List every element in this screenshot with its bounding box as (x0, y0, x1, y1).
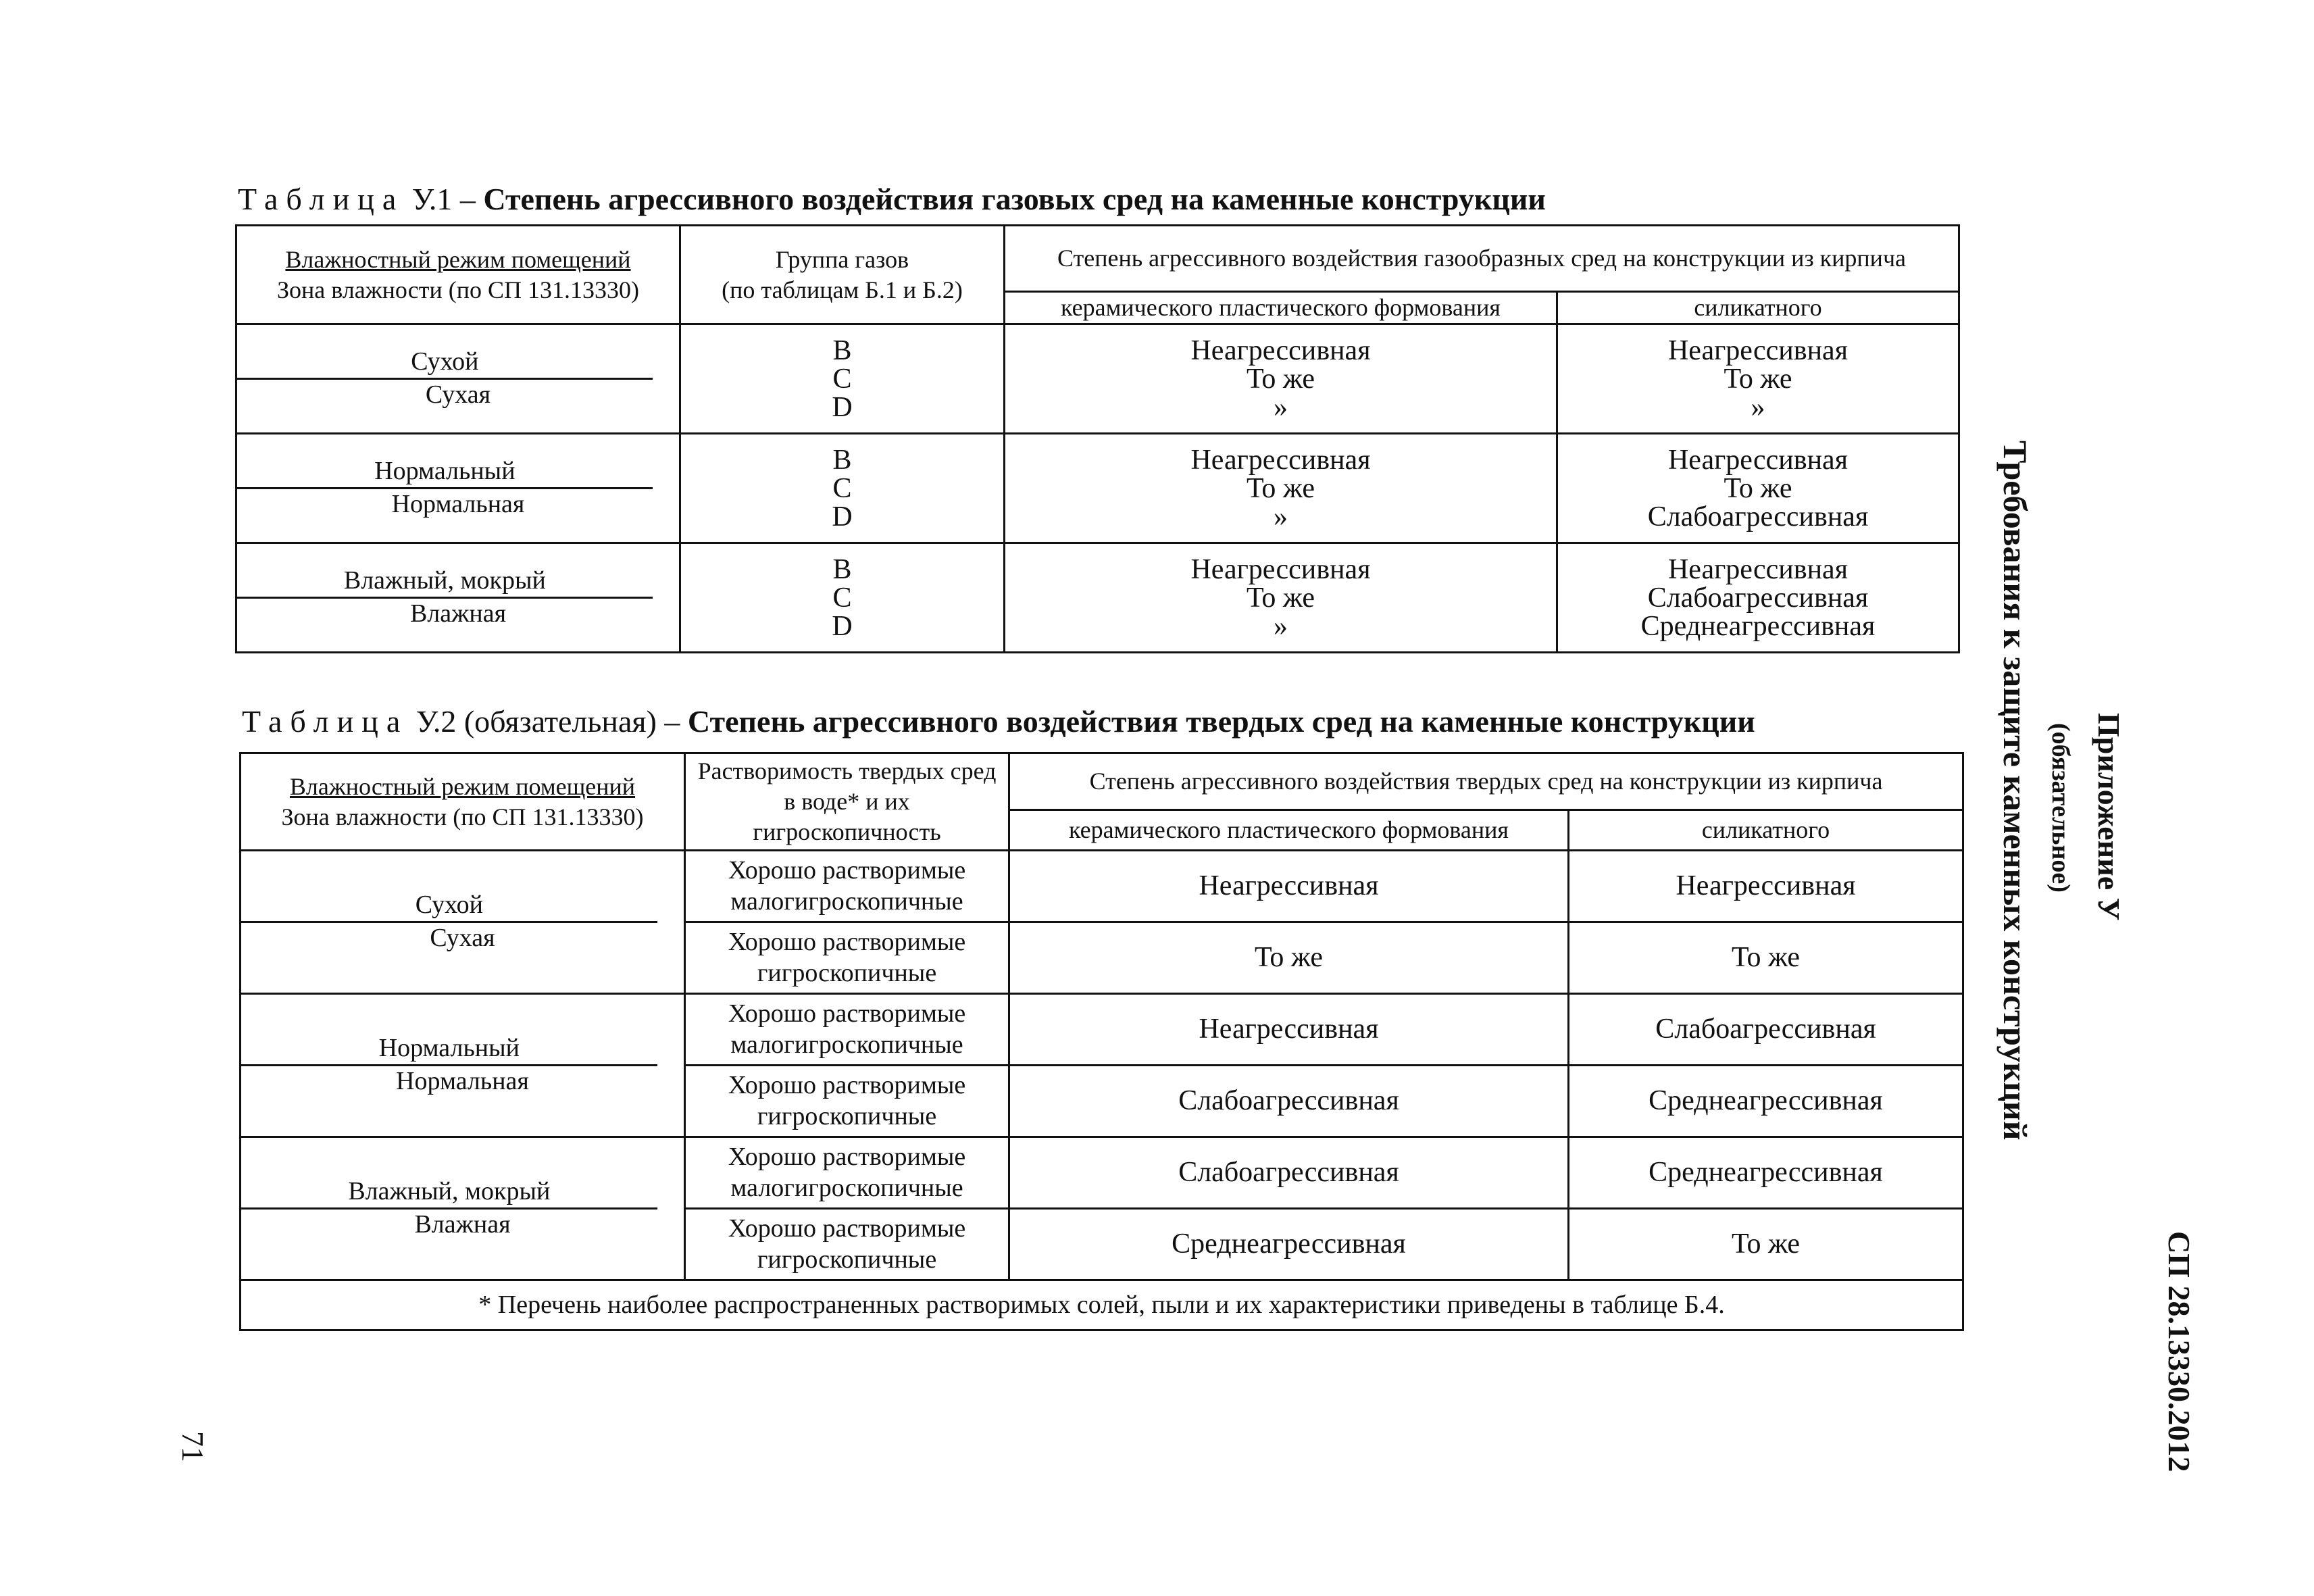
t1-ceramic-cell (1005, 434, 1557, 543)
table-row (241, 1137, 1963, 1209)
t2-solubility-cell: Хорошо растворимые гигроскопичные (685, 922, 1009, 994)
t1-silicate-cell (1557, 543, 1959, 653)
t2-ceramic-value: Слабоагрессивная (1009, 1137, 1569, 1209)
t1-regime-cell (236, 324, 680, 434)
t1-ceramic-value: То же (1246, 472, 1315, 504)
t2-solubility-cell: Хорошо растворимые гигроскопичные (685, 1209, 1009, 1280)
t1-silicate-value: То же (1724, 363, 1792, 395)
t1-header-regime (236, 226, 680, 324)
t1-group: D (832, 501, 853, 532)
t1-group: C (832, 472, 852, 504)
t2-solubility-cell: Хорошо растворимые малогигроскопичные (685, 994, 1009, 1066)
t1-header-degree: Степень агрессивного воздействия газообразных сред на конструкции из кирпича (1005, 226, 1959, 292)
t2-regime-cell (241, 994, 685, 1137)
t2-regime: Нормальный (241, 1033, 657, 1066)
table2 (239, 752, 1964, 1331)
table-row (241, 994, 1963, 1066)
t1-header-regime-line2: Зона влажности (по СП 131.13330) (276, 276, 639, 303)
t2-regime: Влажный, мокрый (241, 1176, 657, 1210)
t2-header-solubility: Растворимость твердых сред в воде* и их гигроскопичность (685, 753, 1009, 851)
t1-group: B (832, 334, 852, 366)
t1-groups-cell (680, 324, 1005, 434)
doc-code (2161, 1231, 2197, 1472)
t2-silicate-value: Неагрессивная (1569, 851, 1963, 922)
t2-silicate-value: То же (1569, 1209, 1963, 1280)
t1-ceramic-value: Неагрессивная (1190, 334, 1371, 366)
t1-silicate-value: Неагрессивная (1667, 444, 1848, 476)
table2-caption-num: У.2 (обязательная) – (416, 704, 680, 739)
t2-ceramic-value: Неагрессивная (1009, 851, 1569, 922)
t2-silicate-value: Среднеагрессивная (1569, 1066, 1963, 1137)
t1-ceramic-value: То же (1246, 363, 1315, 395)
page-number-text: 71 (176, 1431, 210, 1462)
appendix-type-text: (обязательное) (2046, 723, 2075, 893)
t1-ceramic-value: Неагрессивная (1190, 444, 1371, 476)
t2-regime-cell (241, 851, 685, 994)
t1-ceramic-value: » (1274, 391, 1288, 423)
doc-code-text: СП 28.13330.2012 (2162, 1231, 2196, 1472)
t1-regime-cell (236, 434, 680, 543)
t1-ceramic-value: Неагрессивная (1190, 553, 1371, 585)
appendix-heading-text: Приложение У (2092, 713, 2126, 921)
t1-group: C (832, 582, 852, 614)
t1-group: C (832, 363, 852, 395)
t1-silicate-value: » (1751, 391, 1765, 423)
t2-silicate-value: То же (1569, 922, 1963, 994)
t1-ceramic-cell (1005, 324, 1557, 434)
appendix-type (2046, 723, 2076, 893)
t1-regime: Влажный, мокрый (237, 566, 653, 599)
t1-silicate-value: Среднеагрессивная (1640, 610, 1876, 642)
t1-regime-cell (236, 543, 680, 653)
t1-groups-cell (680, 543, 1005, 653)
t1-ceramic-value: То же (1246, 582, 1315, 614)
t2-ceramic-value: Неагрессивная (1009, 994, 1569, 1066)
appendix-title-text: Требования к защите каменных конструкций (1996, 441, 2034, 1141)
t1-zone: Сухая (425, 380, 491, 409)
t1-ceramic-cell (1005, 543, 1557, 653)
t1-header-silicate: силикатного (1557, 292, 1959, 324)
t2-solubility-cell: Хорошо растворимые гигроскопичные (685, 1066, 1009, 1137)
table-row (236, 324, 1959, 434)
t1-ceramic-value: » (1274, 501, 1288, 532)
t2-zone: Нормальная (396, 1067, 529, 1095)
table-row (236, 543, 1959, 653)
t1-group: B (832, 444, 852, 476)
t2-header-degree: Степень агрессивного воздействия твердых сред на конструкции из кирпича (1009, 753, 1963, 810)
t1-silicate-value: Слабоагрессивная (1647, 501, 1869, 532)
table-row (236, 434, 1959, 543)
t2-solubility-cell: Хорошо растворимые малогигроскопичные (685, 851, 1009, 922)
t1-zone: Нормальная (391, 490, 525, 518)
t1-regime: Сухой (237, 347, 653, 380)
t2-regime: Сухой (241, 890, 657, 923)
t2-zone: Влажная (414, 1210, 511, 1239)
table2-caption-title: Степень агрессивного воздействия твердых сред на каменные конструкции (687, 704, 1755, 739)
t2-ceramic-value: Среднеагрессивная (1009, 1209, 1569, 1280)
t2-silicate-value: Среднеагрессивная (1569, 1137, 1963, 1209)
t2-regime-cell (241, 1137, 685, 1280)
t1-ceramic-value: » (1274, 610, 1288, 642)
table1-caption-title: Степень агрессивного воздействия газовых сред на каменные конструкции (483, 182, 1546, 216)
t2-ceramic-value: То же (1009, 922, 1569, 994)
t2-ceramic-value: Слабоагрессивная (1009, 1066, 1569, 1137)
t1-group: D (832, 610, 853, 642)
t2-header-regime (241, 753, 685, 851)
t2-header-ceramic: керамического пластического формования (1009, 810, 1569, 851)
t2-zone: Сухая (430, 924, 495, 952)
t1-regime: Нормальный (237, 456, 653, 489)
t1-header-gas-group (680, 226, 1005, 324)
t2-footnote: * Перечень наиболее распространенных растворимых солей, пыли и их характеристики приведены в таблице Б.4. (241, 1280, 1963, 1330)
t1-silicate-value: То же (1724, 472, 1792, 504)
page-number (175, 1431, 211, 1462)
t1-group: D (832, 391, 853, 423)
table1-caption-prefix: Таблица (238, 182, 405, 216)
t1-header-regime-line1: Влажностный режим помещений (285, 245, 631, 273)
t1-header-gas-line1: Группа газов (775, 245, 909, 273)
t1-silicate-cell (1557, 324, 1959, 434)
t1-silicate-value: Слабоагрессивная (1647, 582, 1869, 614)
table1-caption (238, 184, 1546, 215)
t1-group: B (832, 553, 852, 585)
table1-caption-num: У.1 – (411, 182, 476, 216)
appendix-heading (2091, 713, 2127, 920)
t1-groups-cell (680, 434, 1005, 543)
appendix-title (1996, 441, 2035, 1141)
t1-silicate-value: Неагрессивная (1667, 334, 1848, 366)
table1 (235, 224, 1960, 653)
t1-header-gas-line2: (по таблицам Б.1 и Б.2) (722, 276, 963, 303)
table-row (241, 851, 1963, 922)
t1-header-ceramic: керамического пластического формования (1005, 292, 1557, 324)
t2-header-regime-line1: Влажностный режим помещений (289, 772, 636, 800)
t2-header-silicate: силикатного (1569, 810, 1963, 851)
t2-header-regime-line2: Зона влажности (по СП 131.13330) (281, 803, 644, 830)
table2-caption-prefix: Таблица (242, 704, 409, 739)
t1-silicate-cell (1557, 434, 1959, 543)
t2-solubility-cell: Хорошо растворимые малогигроскопичные (685, 1137, 1009, 1209)
t1-silicate-value: Неагрессивная (1667, 553, 1848, 585)
t2-silicate-value: Слабоагрессивная (1569, 994, 1963, 1066)
t1-zone: Влажная (409, 599, 507, 628)
table2-caption (242, 706, 1755, 737)
